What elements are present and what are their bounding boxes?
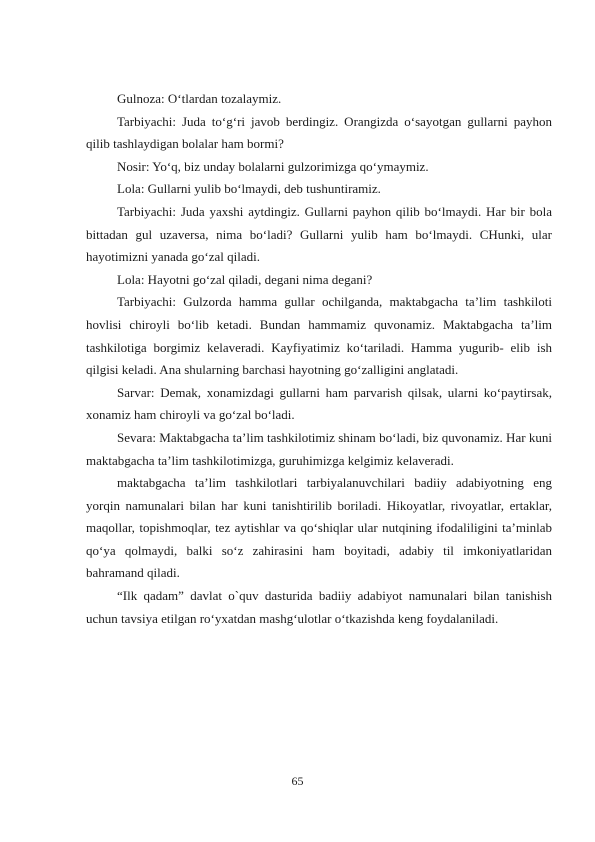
page-number: 65 — [291, 774, 304, 788]
paragraph-5: Tarbiyachi: Juda yaxshi aytdingiz. Gullarni payhon qilib bo‘lmaydi. Har bir bola bittadan gul uzaversa, nima bo‘ladi? Gullarni yulib ham bo‘lmaydi. CHunki, ular hayotimizni yanada go‘zal qiladi. — [86, 203, 552, 265]
page-body — [86, 88, 552, 630]
paragraph-4: Lola: Gullarni yulib bo‘lmaydi, deb tushuntiramiz. — [117, 181, 381, 197]
paragraph-3: Nosir: Yo‘q, biz unday bolalarni gulzorimizga qo‘ymaymiz. — [117, 158, 429, 174]
paragraph-8: Sarvar: Demak, xonamizdagi gullarni ham parvarish qilsak, ularni ko‘paytirsak, xonamiz ham chiroyli va go‘zal bo‘ladi. — [86, 384, 552, 423]
paragraph-11: “Ilk qadam” davlat o`quv dasturida badiiy adabiyot namunalari bilan tanishish uchun tavsiya etilgan ro‘yxatdan mashg‘ulotlar o‘tkazishda keng foydalaniladi. — [86, 588, 552, 626]
paragraph-1: Gulnoza: O‘tlardan tozalaymiz. — [117, 91, 282, 106]
paragraph-7: Tarbiyachi: Gulzorda hamma gullar ochilganda, maktabgacha ta’lim tashkiloti hovlisi chiroyli bo‘lib ketadi. Bundan hammamiz quvonamiz. Maktabgacha ta’lim tashkilotiga borgimiz kelaveradi. Kayfiyatimiz ko‘tariladi. Hamma yugurib- elib ish qilgisi keladi. Ana shularning barchasi hayotning go‘zalligini anglatadi. — [86, 294, 552, 378]
paragraph-10: maktabgacha ta’lim tashkilotlari tarbiyalanuvchilari badiiy adabiyotning eng yorqin namunalari bilan har kuni tanishtirilib boriladi. Hikoyatlar, rivoyatlar, ertaklar, maqollar, topishmoqlar, tez aytishlar va qo‘shiqlar ular nutqining ifodaliligini ta’minlab qo‘ya qolmaydi, balki so‘z zahirasini ham boyitadi, adabiy til imkoniyatlaridan bahramand qiladi. — [86, 475, 552, 581]
paragraph-6: Lola: Hayotni go‘zal qiladi, degani nima degani? — [117, 271, 373, 287]
paragraph-2: Tarbiyachi: Juda to‘g‘ri javob berdingiz. Orangizda o‘sayotgan gullarni payhon qilib tashlaydigan bolalar ham bormi? — [86, 113, 552, 152]
paragraph-9: Sevara: Maktabgacha ta’lim tashkilotimiz shinam bo‘ladi, biz quvonamiz. Har kuni maktabgacha ta’lim tashkilotimizga, guruhimizga kelgimiz kelaveradi. — [86, 429, 552, 468]
